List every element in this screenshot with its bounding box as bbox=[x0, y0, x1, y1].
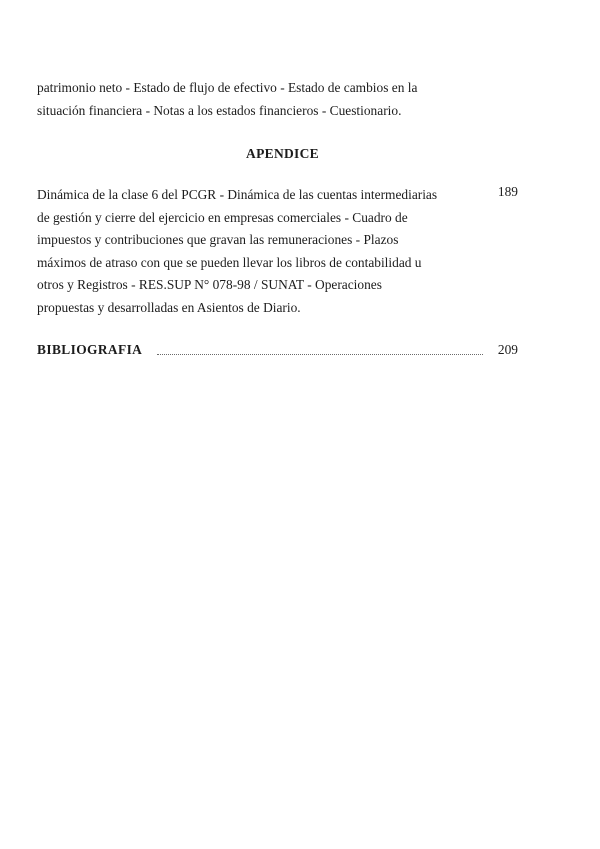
appendix-entry-text bbox=[37, 184, 457, 319]
appendix-page-number: 189 bbox=[497, 184, 518, 199]
appendix-heading: APENDICE bbox=[246, 146, 319, 161]
text-line: de gestión y cierre del ejercicio en empresas comerciales - Cuadro de bbox=[37, 209, 408, 225]
bibliography-title: BIBLIOGRAFIA bbox=[37, 342, 143, 357]
text-line: situación financiera - Notas a los estados financieros - Cuestionario. bbox=[37, 102, 402, 118]
text-line: otros y Registros - RES.SUP N° 078-98 / SUNAT - Operaciones bbox=[37, 277, 382, 292]
text-line: máximos de atraso con que se pueden llevar los libros de contabilidad u bbox=[37, 254, 422, 270]
text-line: impuestos y contribuciones que gravan las remuneraciones - Plazos bbox=[37, 232, 399, 247]
text-line: propuestas y desarrolladas en Asientos de Diario. bbox=[37, 299, 301, 315]
text-line: Dinámica de la clase 6 del PCGR - Dinámica de las cuentas intermediarias bbox=[37, 187, 438, 202]
bibliography-entry bbox=[37, 339, 518, 361]
previous-entry-continuation bbox=[37, 77, 457, 122]
text-line: patrimonio neto - Estado de flujo de efectivo - Estado de cambios en la bbox=[37, 80, 418, 95]
dot-leader bbox=[157, 354, 483, 355]
bibliography-page-number: 209 bbox=[497, 342, 518, 357]
